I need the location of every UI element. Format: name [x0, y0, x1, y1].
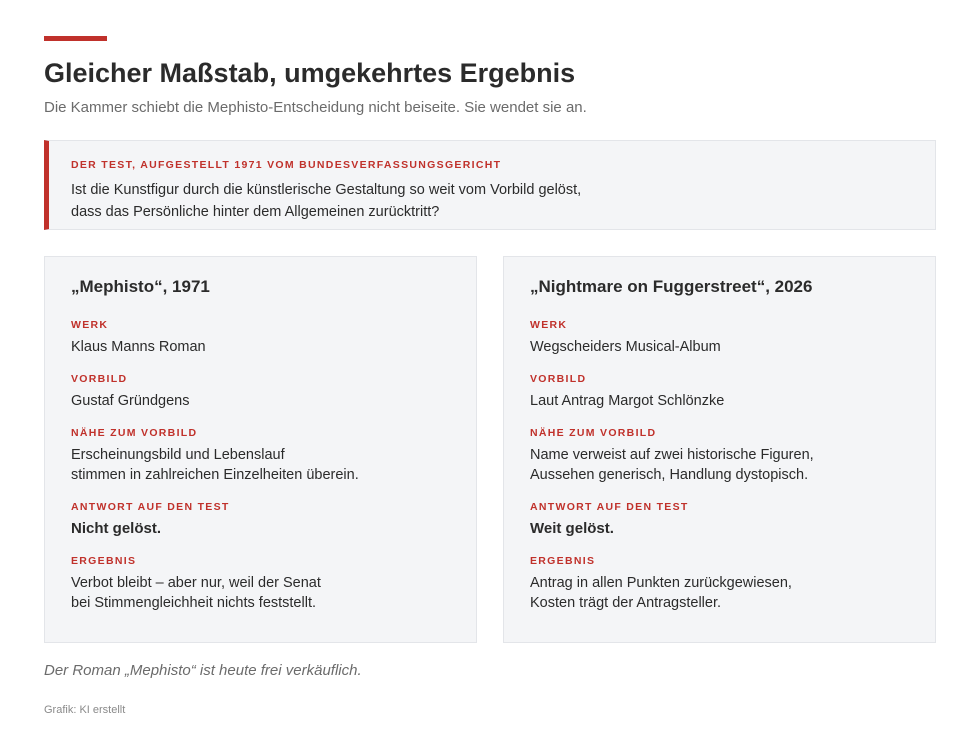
card-mephisto: [44, 256, 477, 643]
field-antwort: [71, 501, 476, 539]
field-value-line: Aussehen generisch, Handlung dystopisch.: [530, 467, 809, 483]
test-box: [44, 140, 936, 230]
field-label: ANTWORT AUF DEN TEST: [71, 501, 230, 513]
field-value: [71, 337, 476, 357]
field-value-line: stimmen in zahlreichen Einzelheiten überein.: [71, 467, 359, 483]
page-subtitle: Die Kammer schiebt die Mephisto-Entscheidung nicht beiseite. Sie wendet sie an.: [44, 99, 587, 116]
field-value: [71, 391, 476, 411]
field-value-line: Erscheinungsbild und Lebenslauf: [71, 447, 285, 463]
field-value-line: Klaus Manns Roman: [71, 339, 206, 355]
field-value: [530, 573, 935, 613]
field-value-line: Gustaf Gründgens: [71, 393, 190, 409]
field-value-line: Antrag in allen Punkten zurückgewiesen,: [530, 575, 792, 591]
card-title: „Mephisto“, 1971: [71, 277, 210, 296]
field-value: [71, 573, 476, 613]
test-question-line: Ist die Kunstfigur durch die künstlerische Gestaltung so weit vom Vorbild gelöst,: [71, 182, 582, 198]
field-label: NÄHE ZUM VORBILD: [71, 427, 198, 439]
field-werk: [71, 319, 476, 357]
field-value: [530, 445, 935, 485]
field-vorbild: [71, 373, 476, 411]
field-naehe: [530, 427, 935, 485]
field-value: [71, 519, 476, 539]
test-question: [71, 179, 935, 223]
field-naehe: [71, 427, 476, 485]
field-value: [530, 519, 935, 539]
closing-note: Der Roman „Mephisto“ ist heute frei verkäuflich.: [44, 662, 362, 679]
page-title: Gleicher Maßstab, umgekehrtes Ergebnis: [44, 58, 576, 88]
field-value-line: Wegscheiders Musical-Album: [530, 339, 721, 355]
field-value-line: bei Stimmengleichheit nichts feststellt.: [71, 595, 316, 611]
card-nightmare: [503, 256, 936, 643]
field-value-line: Laut Antrag Margot Schlönzke: [530, 393, 725, 409]
field-label: ERGEBNIS: [530, 555, 596, 567]
field-label: ERGEBNIS: [71, 555, 137, 567]
accent-bar: [44, 36, 107, 41]
graphic-credit: Grafik: KI erstellt: [44, 704, 126, 716]
field-value-line: Name verweist auf zwei historische Figuren,: [530, 447, 814, 463]
field-value-line: Nicht gelöst.: [71, 520, 162, 537]
field-value: [530, 391, 935, 411]
field-value: [71, 445, 476, 485]
field-value: [530, 337, 935, 357]
field-ergebnis: [530, 555, 935, 613]
field-label: ANTWORT AUF DEN TEST: [530, 501, 689, 513]
field-value-line: Verbot bleibt – aber nur, weil der Senat: [71, 575, 321, 591]
test-question-line: dass das Persönliche hinter dem Allgemeinen zurücktritt?: [71, 204, 440, 220]
field-ergebnis: [71, 555, 476, 613]
field-werk: [530, 319, 935, 357]
field-antwort: [530, 501, 935, 539]
field-label: VORBILD: [530, 373, 587, 385]
field-label: NÄHE ZUM VORBILD: [530, 427, 657, 439]
field-label: VORBILD: [71, 373, 128, 385]
field-label: WERK: [530, 319, 568, 331]
field-label: WERK: [71, 319, 109, 331]
field-value-line: Weit gelöst.: [530, 520, 614, 537]
field-value-line: Kosten trägt der Antragsteller.: [530, 595, 722, 611]
card-title: „Nightmare on Fuggerstreet“, 2026: [530, 277, 813, 296]
test-kicker: DER TEST, AUFGESTELLT 1971 VOM BUNDESVERFASSUNGSGERICHT: [71, 159, 502, 171]
field-vorbild: [530, 373, 935, 411]
